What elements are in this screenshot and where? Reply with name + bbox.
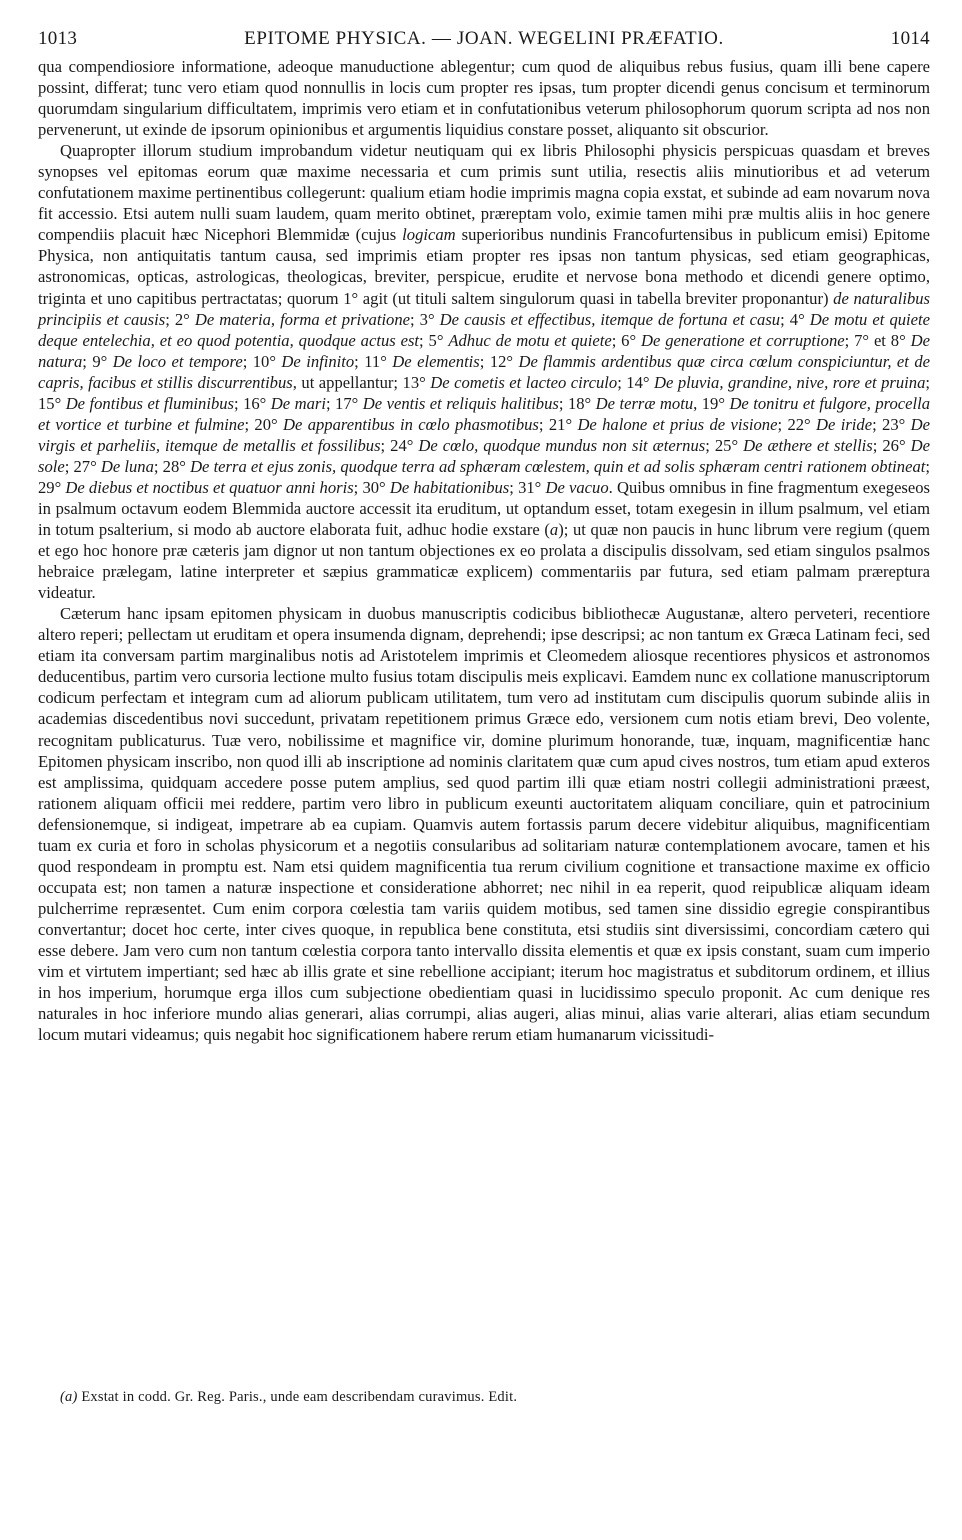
italic-text: De motu et quiete deque entelechia, et eo quod potentia, quodque actus est [38,309,930,350]
italic-text: De infinito [281,351,355,371]
paragraph [38,56,930,140]
italic-text: De cometis et lacteo circulo [430,372,618,392]
running-header [38,28,930,54]
text-run: ; 25° [705,435,744,455]
footnote [60,1389,517,1406]
text-run: ; 12° [479,351,519,371]
text-run: ; 7° et 8° [844,330,911,350]
text-run: ; 11° [354,351,393,371]
italic-text: De mari [270,393,326,413]
text-run: ; 3° [410,309,440,329]
text-run: ; 23° [872,414,911,434]
text-run: ; 27° [64,456,101,476]
text-run: Quapropter illorum studium improbandum videtur neutiquam qui ex libris Philosophi physicis perspicuas quasdam et breves synopses vel epitomas eorum quæ maxime necessaria et cum primis sunt utilia, resectis aliis minutioribus et ad veterum confutationem maxime pertinentibus collegerunt: qualium etiam hodie imprimis magna copia exstat, et subinde ad eam novarum nova fit accessio. Etsi autem nulli suam laudem, quam merito obtinet, præreptam volo, eximie tamen mihi præ multis aliis in hoc genere compendiis placuit hæc Nicephori Blemmidæ (cujus [38,141,930,245]
italic-text: De flammis ardentibus quæ circa cœlum conspiciuntur, et de capris, facibus et stillis discurrentibus [38,351,930,392]
page-number-right: 1014 [890,28,930,49]
text-run: ; 9° [82,351,113,371]
italic-text: de naturalibus principiis et causis [38,288,931,329]
text-run: ; 28° [153,456,191,476]
text-run: ; 24° [380,435,419,455]
paragraph [38,603,930,1045]
text-run: ; 29° [38,456,930,497]
text-run: ; 31° [509,477,546,497]
italic-text: De pluvia, grandine, nive, rore et pruina [654,372,926,392]
text-run: ); ut quæ non paucis in hunc librum vere regium (quem et ego hoc honore præ cæteris jam dignor ut non tantum objectiones ex eo prolata a discipulis dissolvam, sed etiam singulos psalmos hebraice prælegam, latine interpreter et sæpius grammaticæ explicem) commentariis par futura, sed etiam palmam præreptura videatur. [38,520,930,603]
text-run: ; 17° [325,393,363,413]
text-run: ; 20° [244,414,284,434]
italic-text: De natura [38,330,930,371]
italic-text: De cœlo, quodque mundus non sit æternus [418,435,706,455]
text-run: ; 5° [419,330,449,350]
italic-text: De virgis et parheliis, itemque de metallis et fossilibus [38,414,930,455]
italic-text: De terræ motu [595,393,694,413]
page [38,28,930,1045]
italic-text: De causis et effectibus, itemque de fortuna et casu [439,309,781,329]
text-run: ; 2° [165,309,195,329]
italic-text: De iride [816,414,873,434]
italic-text: De loco et tempore [112,351,243,371]
text-run: , 19° [693,393,730,413]
text-run: ; 14° [617,372,655,392]
text-run: ; 16° [234,393,271,413]
text-run: ; 6° [611,330,642,350]
italic-text: De æthere et stellis [743,435,873,455]
italic-text: De tonitru et fulgore, procella et vortice et turbine et fulmine [38,393,930,434]
italic-text: De elementis [392,351,480,371]
text-run: ; 10° [242,351,282,371]
italic-text: De luna [100,456,154,476]
italic-text: De fontibus et fluminibus [65,393,234,413]
italic-text: a [549,520,559,540]
text-run: ; 22° [777,414,817,434]
italic-text: De habitationibus [389,477,510,497]
italic-text: De ventis et reliquis halitibus [362,393,559,413]
italic-text: logicam [402,225,456,245]
italic-text: De apparentibus in cœlo phasmotibus [283,414,539,434]
text-run: qua compendiosiore informatione, adeoque manuductione ablegentur; cum quod de aliquibus rebus fusius, quam illi bene capere possint, differat; tunc vero etiam quod nonnullis in locis cum propter res ipsas, tum propter dicendi genus concisum et terminorum quorumdam singularium difficultatem, imprimis vero etiam et in confutationibus veterum philosophorum quorum scripta ad nos non pervenerunt, ut exinde de ipsorum opinionibus et argumentis liquidius constare posset, aliquanto sit obscurior. [38,57,930,140]
italic-text: De halone et prius de visione [577,414,778,434]
paragraph [38,140,930,603]
footnote-mark: (a) [60,1389,78,1405]
italic-text: De generatione et corruptione [641,330,845,350]
italic-text: Adhuc de motu et quiete [448,330,612,350]
text-run: ; 15° [38,372,930,413]
running-title: EPITOME PHYSICA. — JOAN. WEGELINI PRÆFATIO. [244,28,724,49]
text-run: ; 18° [558,393,596,413]
text-run: ; 26° [872,435,911,455]
page-number-left: 1013 [38,28,78,49]
italic-text: De materia, forma et privatione [194,309,411,329]
text-run: , ut appellantur; 13° [292,372,431,392]
italic-text: De sole [38,435,930,476]
footnote-text: Exstat in codd. Gr. Reg. Paris., unde eam describendam curavimus. Edit. [77,1389,518,1405]
italic-text: De terra et ejus zonis, quodque terra ad sphæram cœlestem, quin et ad solis sphæram centri rationem obtineat [190,456,926,476]
text-run: Cæterum hanc ipsam epitomen physicam in duobus manuscriptis codicibus bibliothecæ Augustanæ, altero perveteri, recentiore altero reperi; pellectam ut eruditam et opera insumenda dignam, deprehendi; ipse descripsi; ac non tantum ex Græca Latinam feci, sed etiam ita conversam partim marginalibus notis ad Aristotelem imprimis et Cleomedem aliosque recentiores physicos et astronomos deducentibus, partim vero cursoria lectione multo fusius totam discipulis meis explicavi. Eamdem nunc ex collatione manuscriptorum codicum perfectam et integram cum ad aliorum publicam utilitatem, tum vero ad institutam cum discipulis quorum subinde aliis in academias discedentibus novi succedunt, privatam repetitionem primus Græce edo, versionem cum notis etiam brevi, Deo volente, recognitam publicaturus. Tuæ vero, nobilissime et magnifice vir, domine plurimum honorande, tuæ, inquam, magnificentiæ hanc Epitomen physicam inscribo, non quod illi ab inscriptione ad nominis claritatem quæ cum apud cives nostros, tum etiam apud exteros est amplissima, quidquam accedere posse putem amplius, sed quod partim illi quæ etiam nostri collegii administrationi præest, rationem aliquam officii mei reddere, partim vero libro in publicum exeunti auctoritatem aliquam conciliare, quin et patrocinium defensionemque, si indigeat, impetrare ab ea cupiam. Quamvis autem fortassis parum decere videbitur aliquibus, magnificentiam tuam ex curia et foro in scholas physicorum et a negotiis consularibus ad solitariam naturæ contemplationem avocare, tamen et his quod respondeam in promptu est. Nam etsi quidem magnificentia tua rerum civilium cognitione et transactione maxime ex officio occupata est; non tamen a naturæ inspectione et consideratione abhorret; nec nihil in ea reperit, quod reipublicæ aliquam ideam pulcherrime repræsentet. Cum enim corpora cœlestia tam variis quidem motibus, sed tamen sine dissidio egregie conspirantibus convertantur; docet hoc certe, inter cives quoque, in republica bene constituta, etsi studiis sint diversissimi, concordiam cætero qui esse debere. Jam vero cum non tantum cœlestia corpora tanto intervallo dissita elementis et quæ ex ipsis constant, suam cum imperio vim et virtutem impertiant; sed hæc ab illis grate et sine rebellione accipiant; iterum hoc magistratus et subditorum ordinem, et illius in hos imperium, horumque erga illos cum subjectione obedientiam quasi in lucidissimo speculo proponit. Ac cum denique res naturales in hoc inferiore mundo alias generari, alias corrumpi, alias augeri, alias minui, alias varie alterari, alias etiam secundum locum mutari videamus; quis negabit hoc significationem habere rerum etiam humanarum vicissitudi- [38,604,930,1045]
text-run: superioribus nundinis Francofurtensibus in publicum emisi) Epitome Physica, non antiquitatis tantum causa, sed imprimis etiam propter res ipsas non tantum physicas, sed etiam geographicas, astronomicas, opticas, astrologicas, theologicas, breviter, perspicue, erudite et nervose bona methodo et dicendi genere optimo, triginta et uno capitibus pertractatas; quorum 1° agit (ut tituli saltem singulorum quasi in tabella breviter proponantur) [38,225,930,308]
text-run: ; 21° [538,414,578,434]
italic-text: De vacuo [545,477,609,497]
text-run: ; 4° [780,309,810,329]
body-text [38,56,930,1045]
text-run: ; 30° [353,477,390,497]
text-run: . Quibus omnibus in fine fragmentum exegeseos in psalmum octavum eodem Blemmida auctore accessit ita eruditum, ut optandum esset, totam exegesin in illum psalmum, vel etiam in totum psalterium, si modo ab auctore elaborata fuit, adhuc hodie exstare ( [38,477,931,540]
italic-text: De diebus et noctibus et quatuor anni horis [65,477,354,497]
